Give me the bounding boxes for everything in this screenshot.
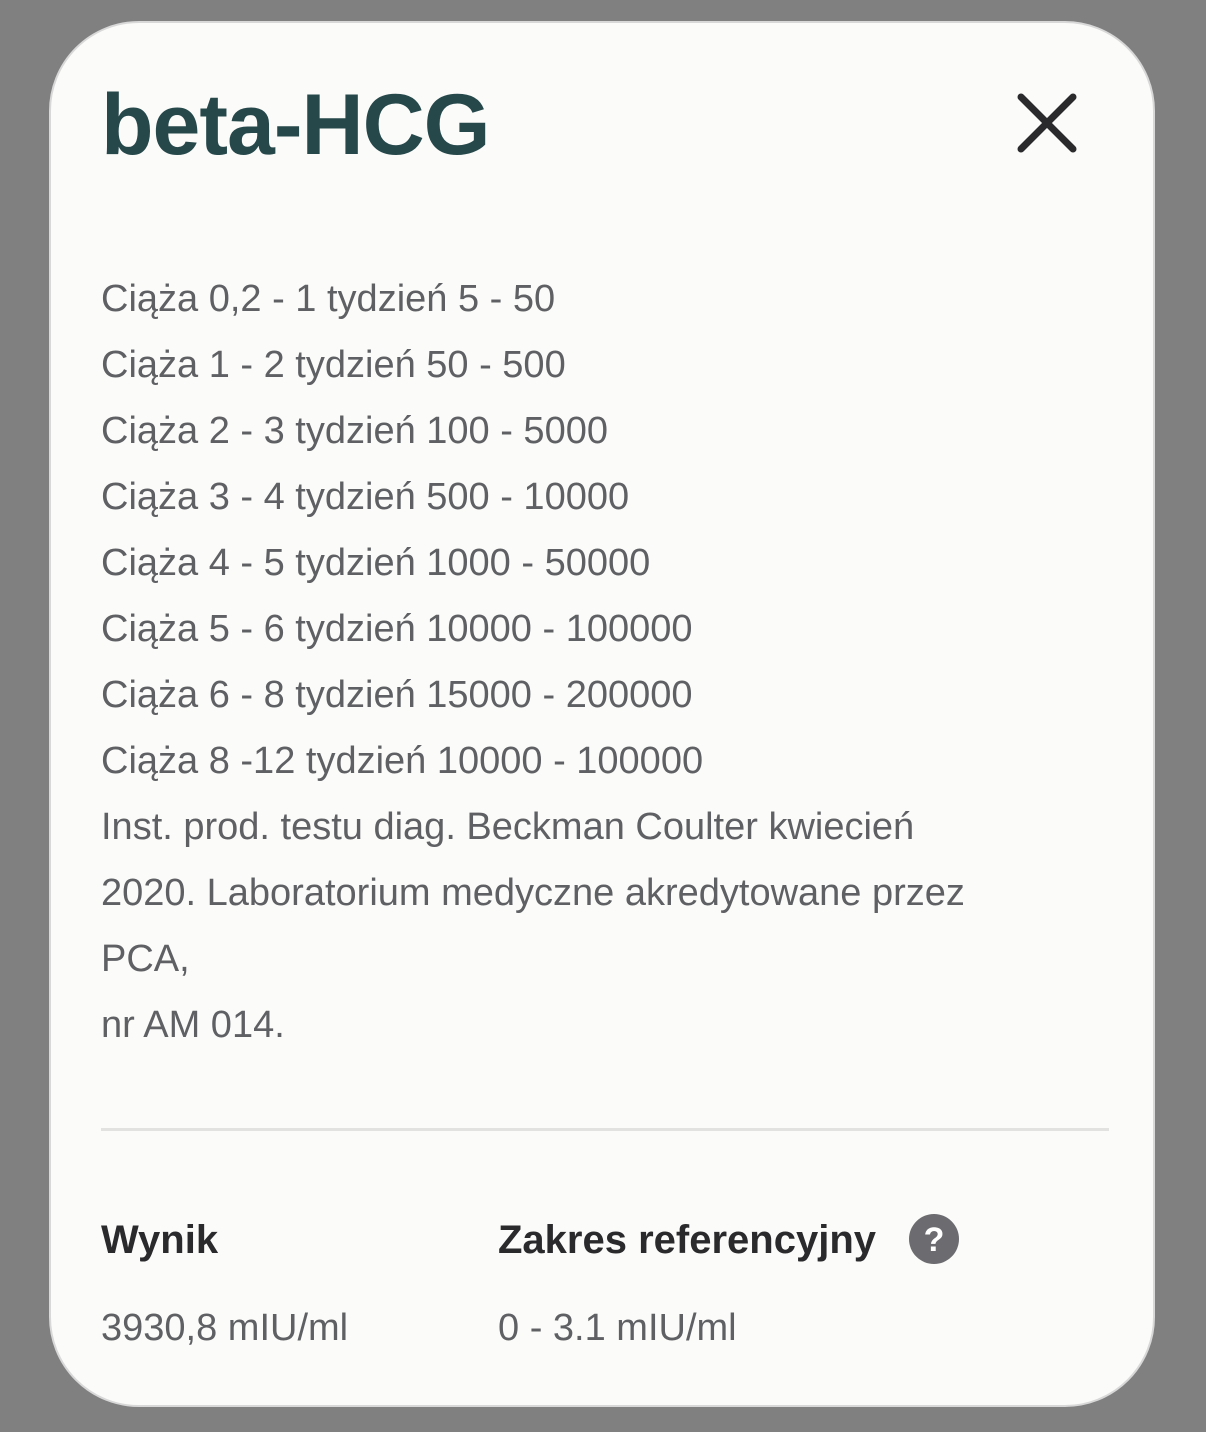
svg-text:?: ? [923, 1221, 945, 1259]
modal-title: beta-HCG [101, 77, 490, 173]
result-label: Wynik [101, 1218, 219, 1262]
divider [101, 1128, 1109, 1131]
close-icon[interactable] [1009, 85, 1085, 161]
reference-range-label: Zakres referencyjny [498, 1218, 877, 1262]
result-value: 3930,8 mIU/ml [101, 1307, 349, 1349]
result-details-modal [49, 21, 1155, 1407]
question-mark-icon[interactable] [909, 1214, 959, 1264]
reference-description: Ciąża 0,2 - 1 tydzień 5 - 50 Ciąża 1 - 2 tydzień 50 - 500 Ciąża 2 - 3 tydzień 100 - 5000 Ciąża 3 - 4 tydzień 500 - 10000 Ciąża 4 - 5 tydzień 1000 - 50000 Ciąża 5 - 6 tydzień 10000 - 100000 Ciąża 6 - 8 tydzień 15000 - 200000 Ciąża 8 -12 tydzień 10000 - 100000 Inst. prod. testu diag. Beckman Coulter kwiecień 2020. Laboratorium medyczne akredytowane przez PCA, nr AM 014. [101, 278, 965, 1046]
reference-range-value: 0 - 3.1 mIU/ml [498, 1307, 737, 1349]
